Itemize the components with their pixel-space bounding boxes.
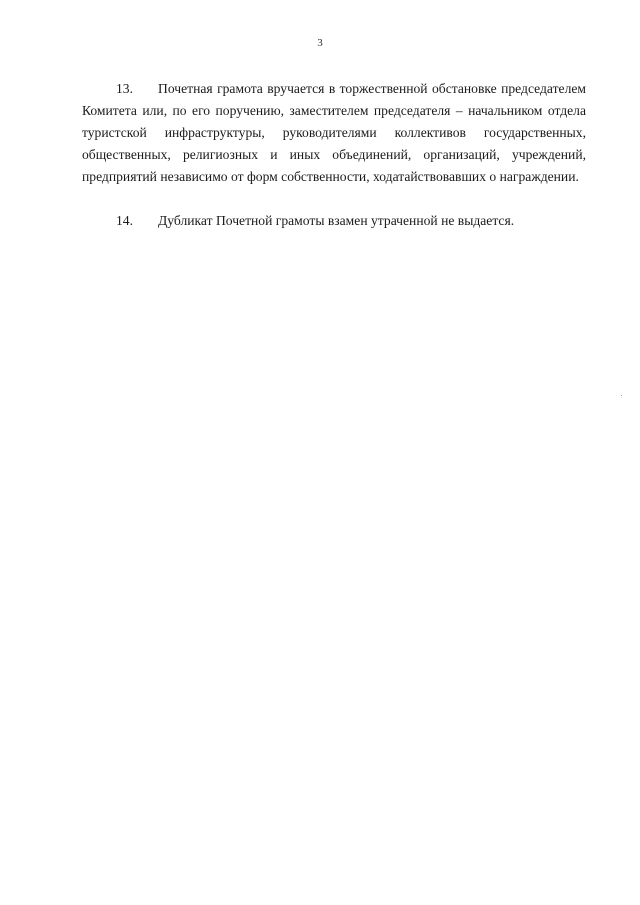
scan-speck	[621, 395, 622, 396]
clause-13-text: Почетная грамота вручается в торжественной обстановке председателем Комитета или, по его поручению, заместителем председателя – начальником отдела туристской инфраструктуры, руководителями коллективов государственных, общественных, религиозных и иных объединений, организаций, учреждений, предприятий независимо от форм собственности, ходатайствовавших о награждении.	[82, 80, 586, 184]
clause-14	[82, 210, 586, 232]
clause-14-number: 14.	[116, 212, 133, 228]
page-number: 3	[317, 37, 323, 49]
clause-13-number: 13.	[116, 80, 133, 96]
clause-14-text: Дубликат Почетной грамоты взамен утраченной не выдается.	[158, 212, 515, 228]
clause-13	[82, 78, 586, 188]
